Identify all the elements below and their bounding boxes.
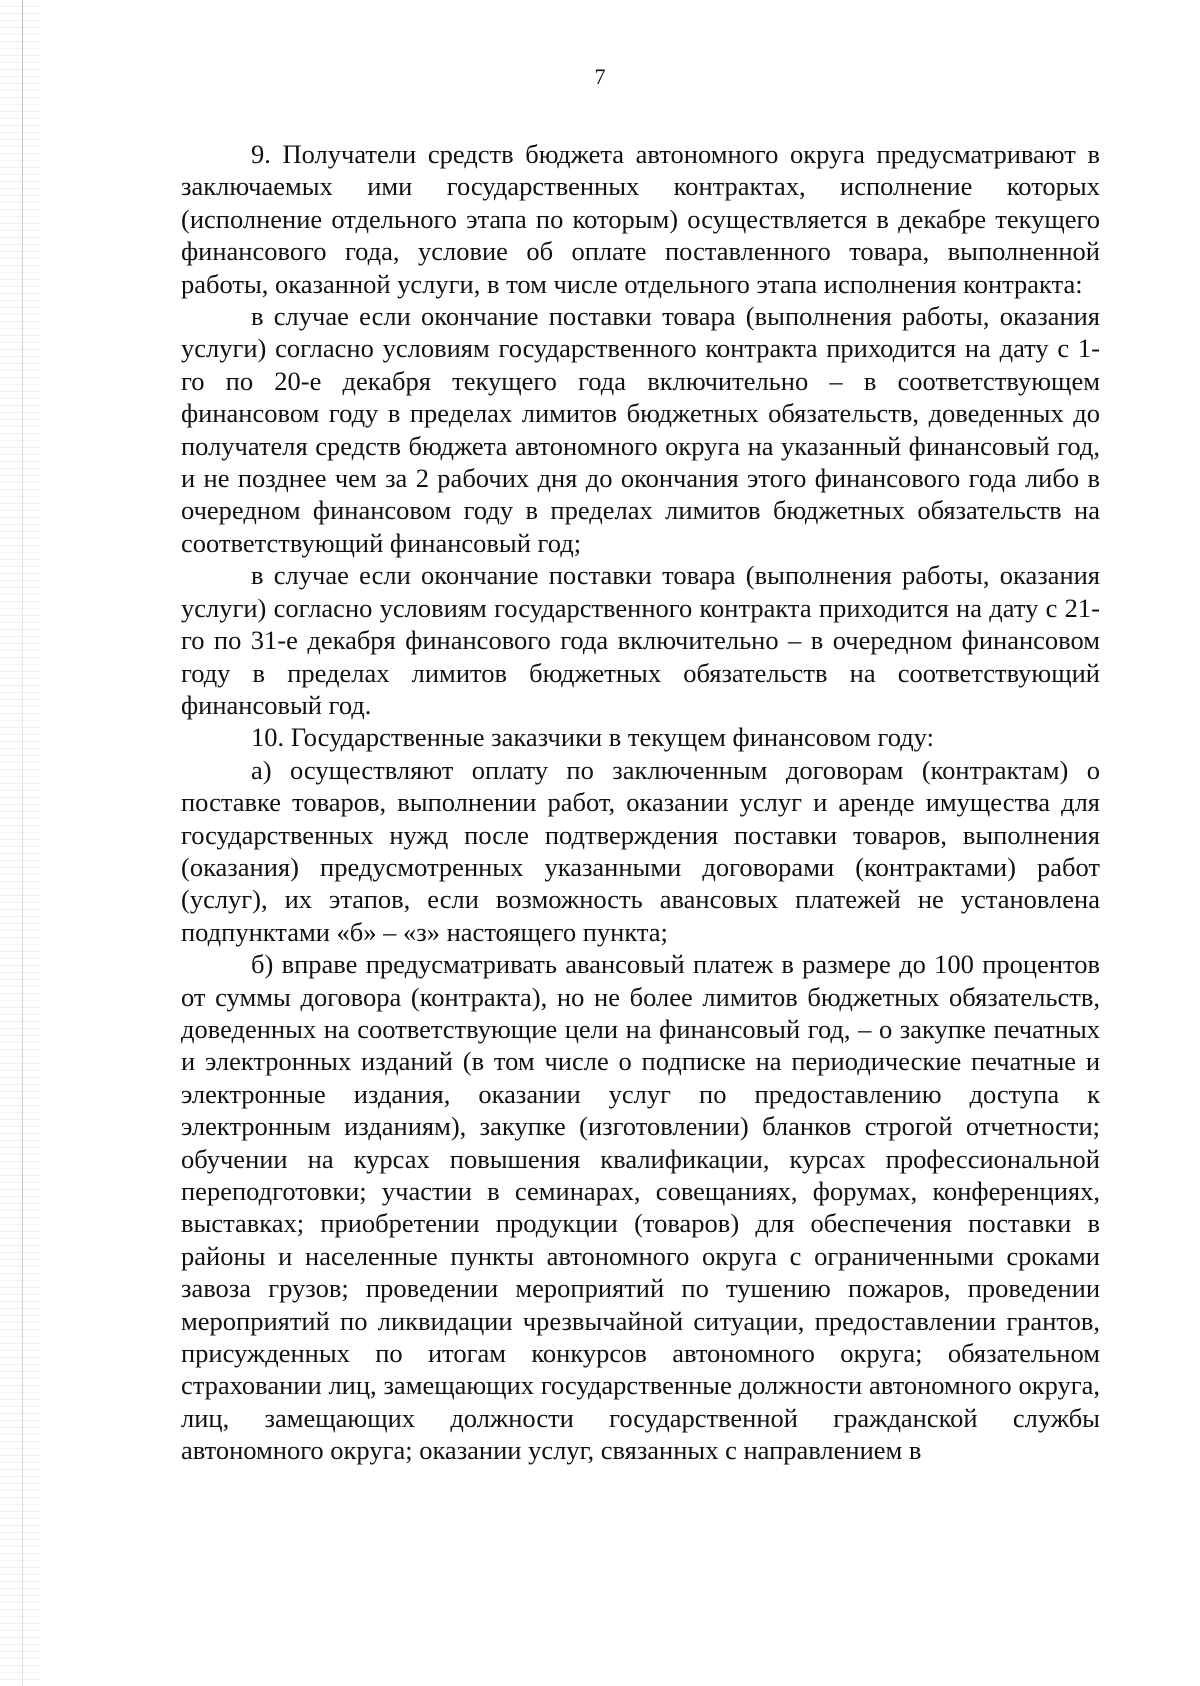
paragraph-case-2: в случае если окончание поставки товара (выполнения работы, оказания услуги) согласно условиям государственного контракта приходится на дату с 21-го по 31-е декабря финансового года включительно – в очередном финансовом году в пределах лимитов бюджетных обязательств на соответствующий финансовый год. [181, 560, 1100, 720]
paragraph-9: 9. Получатели средств бюджета автономного округа предусматривают в заключаемых ими государственных контрактах, исполнение которых (исполнение отдельного этапа по которым) осуществляется в декабре текущего финансового года, условие об оплате поставленного товара, выполненной работы, оказанной услуги, в том числе отдельного этапа исполнения контракта: [181, 139, 1100, 299]
paragraph-10b: б) вправе предусматривать авансовый платеж в размере до 100 процентов от суммы договора (контракта), но не более лимитов бюджетных обязательств, доведенных на соответствующие цели на финансовый год, – о закупке печатных и электронных изданий (в том числе о подписке на периодические печатные и электронные издания, оказании услуг по предоставлению доступа к электронным изданиям), закупке (изготовлении) бланков строгой отчетности; обучении на курсах повышения квалификации, курсах профессиональной переподготовки; участии в семинарах, совещаниях, форумах, конференциях, выставках; приобретении продукции (товаров) для обеспечения поставки в районы и населенные пункты автономного округа с ограниченными сроками завоза грузов; проведении мероприятий по тушению пожаров, проведении мероприятий по ликвидации чрезвычайной ситуации, предоставлении грантов, присужденных по итогам конкурсов автономного округа; обязательном страховании лиц, замещающих государственные должности автономного округа, лиц, замещающих должности государственной гражданской службы автономного округа; оказании услуг, связанных с направлением в [181, 949, 1100, 1466]
paragraph-10a: а) осуществляют оплату по заключенным договорам (контрактам) о поставке товаров, выполнении работ, оказании услуг и аренде имущества для государственных нужд после подтверждения поставки товаров, выполнения (оказания) предусмотренных указанными договорами (контрактами) работ (услуг), их этапов, если возможность авансовых платежей не установлена подпунктами «б» – «з» настоящего пункта; [181, 754, 1100, 947]
scan-edge [0, 0, 40, 1686]
scan-edge-line [22, 0, 23, 1686]
page-number: 7 [594, 64, 606, 89]
paragraph-case-1: в случае если окончание поставки товара (выполнения работы, оказания услуги) согласно условиям государственного контракта приходится на дату с 1-го по 20-е декабря текущего года включительно – в соответствующем финансовом году в пределах лимитов бюджетных обязательств, доведенных до получателя средств бюджета автономного округа на указанный финансовый год, и не позднее чем за 2 рабочих дня до окончания этого финансового года либо в очередном финансовом году в пределах лимитов бюджетных обязательств на соответствующий финансовый год; [181, 301, 1100, 558]
paragraph-10: 10. Государственные заказчики в текущем финансовом году: [251, 722, 934, 753]
document-body [181, 138, 1100, 1467]
